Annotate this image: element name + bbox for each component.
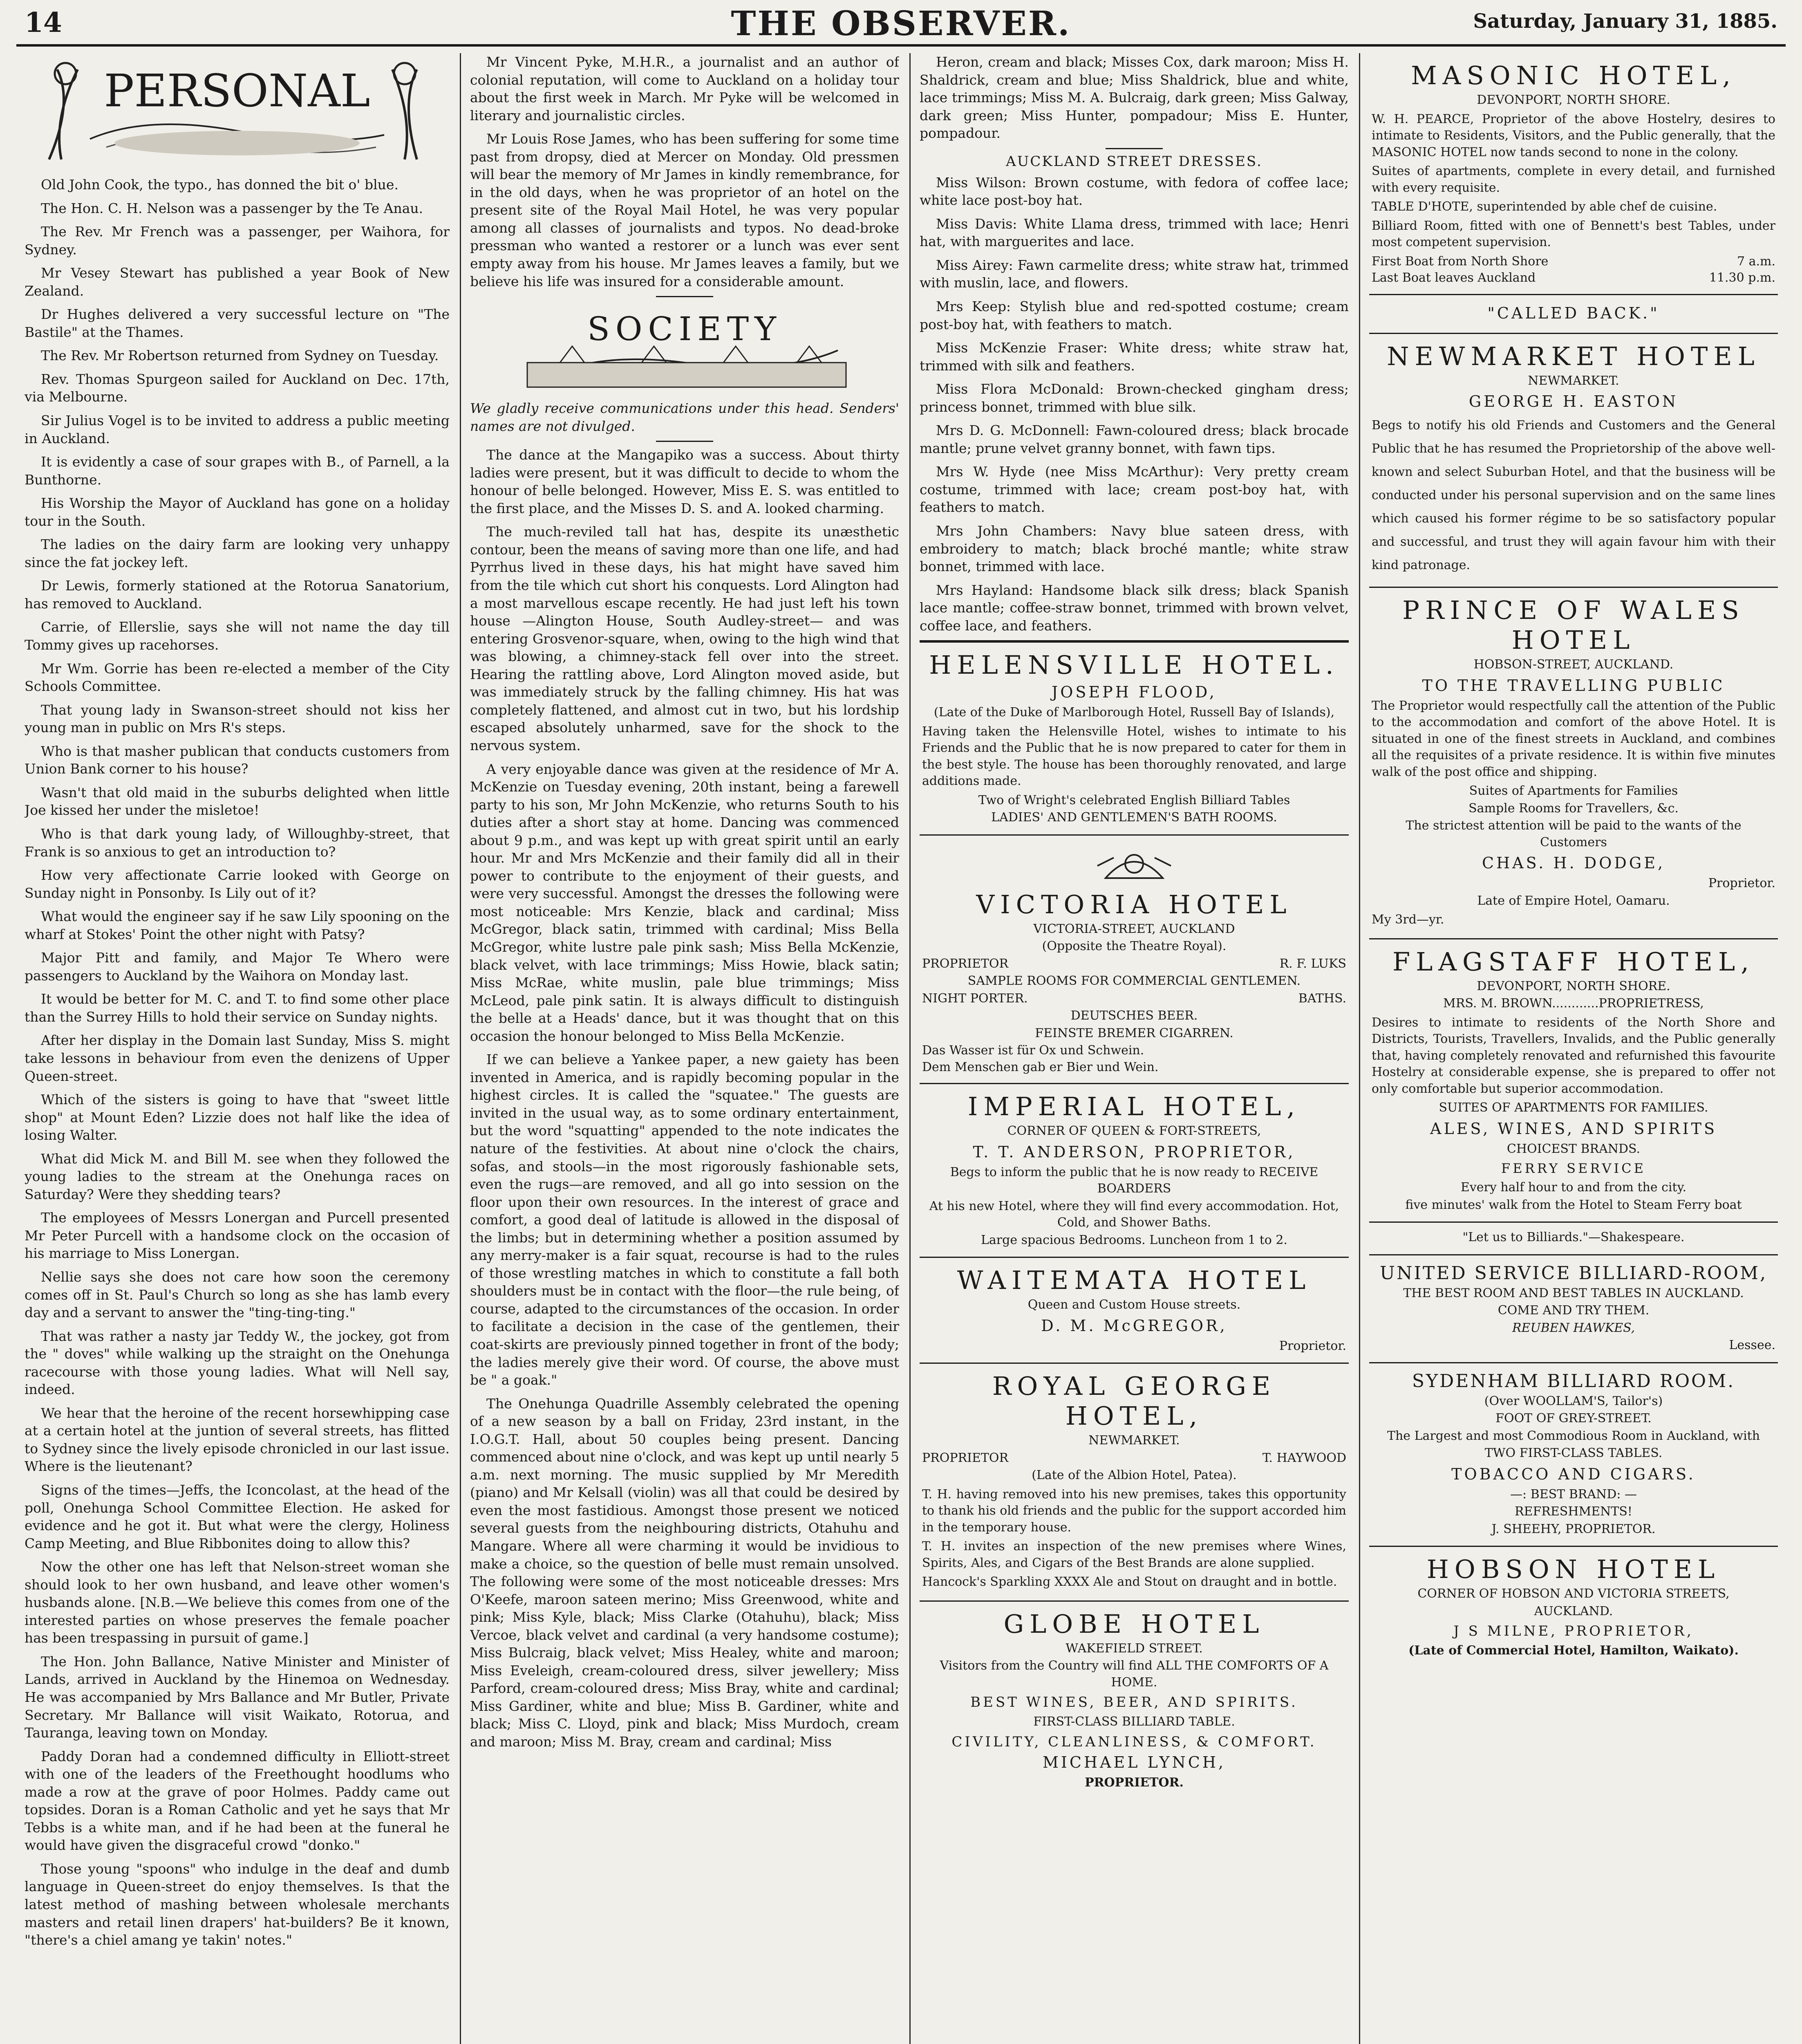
article-paragraph: Mr Vincent Pyke, M.H.R., a journalist and an author of colonial reputation, will come to Auckland on a holiday tour about the first week in March. Mr Pyke will be welcomed in literary and journalistic circles. — [470, 54, 899, 123]
section-rule — [656, 441, 713, 442]
ad-value: 7 a.m. — [1737, 254, 1775, 269]
ad-line: "CALLED BACK." — [1487, 304, 1660, 322]
section-rule — [1106, 148, 1163, 149]
ad-body: Desires to intimate to residents of the North Shore and Districts, Tourists, Travellers, Invalids, and the Public generally that, having completely renovated and refurnished this favourite Hostelry at considerable expense, she is prepared to offer not only comfortable but superior accommodation. — [1372, 1015, 1775, 1096]
ad-line: SUITES OF APARTMENTS FOR FAMILIES. — [1439, 1100, 1708, 1115]
masthead-rule — [16, 44, 1786, 47]
ad-line: TOBACCO AND CIGARS. — [1451, 1465, 1696, 1483]
ad-waitemata-hotel — [920, 1257, 1349, 1363]
column-personal — [25, 53, 450, 2044]
article-paragraph: Mrs Hayland: Handsome black silk dress; black Spanish lace mantle; coffee-straw bonnet, trimmed with brown velvet, coffee lace, and feathers. — [920, 582, 1349, 634]
section-rule — [656, 296, 713, 297]
ad-title: GLOBE HOTEL — [1003, 1609, 1265, 1639]
article-paragraph: If we can believe a Yankee paper, a new gaiety has been invented in America, and is rapidly becoming popular in the highest circles. It is called the "squatee." The guests are invited in the usual way, as to some ordinary entertainment, but the word "squatting" appended to the note indicates the nature of the festivities. At about nine o'clock the chairs, sofas, and stools—in the most rigorously fashionable sets, even the rugs—are removed, and all go into session on the floor upon their own resources. In the interest of grace and comfort, a good deal of latitude is allowed in the disposal of the limbs; but in determining whether a position assumed by any merry-maker is a fair squat, recourse is had to the rules of those wrestling matches in which to constitute a fall both shoulders must be in contact with the floor—the rule being, of course, adapted to the circumstances of the occasion. In order to facilitate a decision in the case of the gentlemen, their coat-skirts are previously pinned together in front of the body; the ladies merely give their word. Of course, the above must be " a goak." — [470, 1051, 899, 1388]
ad-line: CORNER OF QUEEN & FORT-STREETS, — [1007, 1124, 1261, 1139]
ad-line: TWO FIRST-CLASS TABLES. — [1484, 1446, 1663, 1460]
personal-items — [25, 176, 450, 1949]
personal-heading-text: PERSONAL — [104, 65, 370, 117]
ad-title: WAITEMATA HOTEL — [957, 1265, 1312, 1295]
ad-line: FIRST-CLASS BILLIARD TABLE. — [1033, 1715, 1235, 1729]
article-paragraph: The Rev. Mr French was a passenger, per Waihora, for Sydney. — [25, 224, 450, 258]
article-paragraph: Signs of the times—Jeffs, the Iconcolast, at the head of the poll, Onehunga School Committee Election. He asked for evidence and he got it. But what were the clergy, Holiness Camp Meeting, and Blue Ribbonites doing to allow this? — [25, 1482, 450, 1551]
ad-title: HOBSON HOTEL — [1426, 1554, 1721, 1584]
newspaper-title: THE OBSERVER. — [731, 4, 1071, 43]
ad-united-service-billiard — [1369, 1254, 1778, 1362]
personal-banner-illustration — [25, 53, 450, 176]
page-number: 14 — [25, 7, 62, 38]
ad-line: NEWMARKET. — [1528, 373, 1619, 388]
ad-line: Every half hour to and from the city. — [1460, 1180, 1687, 1195]
article-paragraph: It is evidently a case of sour grapes with B., of Parnell, a la Bunthorne. — [25, 454, 450, 488]
ad-body: W. H. PEARCE, Proprietor of the above Hostelry, desires to intimate to Residents, Visitors, and the Public generally, that the MASONIC HOTEL now tands second to none in the colony. — [1372, 112, 1775, 159]
ad-line: CHOICEST BRANDS. — [1507, 1141, 1641, 1156]
article-paragraph: Paddy Doran had a condemned difficulty in Elliott-street with one of the leaders of the Freethought hoodlums who made a row at the grave of poor Holmes. Paddy came out topsides. Doran is a Roman Catholic and yet he says that Mr Tebbs is a white man, and if he had been at the funeral he would have given the disgraceful crowd "donko." — [25, 1748, 450, 1853]
ad-body: Begs to notify his old Friends and Customers and the General Public that he has resumed the Proprietorship of the above well-known and select Suburban Hotel, and that the business will be conducted under his personal supervision and on the same lines which caused his former régime to be so satisfactory popular and successful, and trust they will again favour him with their kind patronage. — [1372, 418, 1775, 572]
column-divider — [1359, 53, 1360, 2044]
dresses-heading: AUCKLAND STREET DRESSES. — [1006, 153, 1263, 170]
ad-body: T. H. having removed into his new premises, takes this opportunity to thank his old friends and the public for the support accorded him in the temporary house. — [922, 1487, 1346, 1535]
ad-body: Hancock's Sparkling XXXX Ale and Stout on draught and in bottle. — [922, 1575, 1337, 1589]
society-heading-text: SOCIETY — [587, 310, 782, 348]
ad-proprietor: MRS. M. BROWN............PROPRIETRESS, — [1443, 996, 1704, 1011]
article-paragraph: His Worship the Mayor of Auckland has gone on a holiday tour in the South. — [25, 495, 450, 529]
article-paragraph: Miss Airey: Fawn carmelite dress; white straw hat, trimmed with muslin, lace, and flowers. — [920, 257, 1349, 291]
ad-line: NEWMARKET. — [1088, 1433, 1180, 1448]
article-paragraph: Dr Hughes delivered a very successful lecture on "The Bastile" at the Thames. — [25, 306, 450, 340]
ad-label: PROPRIETOR — [922, 956, 1009, 971]
article-paragraph: What did Mick M. and Bill M. see when they followed the young ladies to the stream at the Onehunga races on Saturday? Were they shedding tears? — [25, 1150, 450, 1202]
society-banner-illustration — [470, 301, 899, 399]
article-paragraph: What would the engineer say if he saw Lily spooning on the wharf at Stokes' Point the other night with Patsy? — [25, 908, 450, 942]
ad-line: Sample Rooms for Travellers, &c. — [1468, 801, 1679, 816]
article-paragraph: Miss McKenzie Fraser: White dress; white straw hat, trimmed with silk and feathers. — [920, 340, 1349, 374]
ad-line: Queen and Custom House streets. — [1027, 1298, 1241, 1312]
ad-line: PROPRIETOR. — [1085, 1775, 1184, 1790]
article-paragraph: The much-reviled tall hat has, despite its unæsthetic contour, been the means of saving more than one life, and had Pyrrhus lived in these days, his hat might have saved him from the tile which cut short his conquests. Lord Alington had a most marvellous escape recently. He had just left his town house —Alington House, South Audley-street— and was entering Grosvenor-square, when, owing to the high wind that was blowing, a chimney-stack fell over into the street. Hearing the rattling above, Lord Alington moved aside, but was immediately struck by the falling chimney. His hat was completely flattened, and almost cut in two, but his lordship escaped absolutely unharmed, save for the shock to the nervous system. — [470, 524, 899, 753]
ad-line: (Late of the Duke of Marlborough Hotel, Russell Bay of Islands), — [933, 705, 1335, 720]
article-paragraph: Old John Cook, the typo., has donned the bit o' blue. — [41, 177, 398, 193]
ad-line: Suites of Apartments for Families — [1469, 784, 1678, 798]
column-divider — [909, 53, 911, 2044]
ad-body: Having taken the Helensville Hotel, wishes to intimate to his Friends and the Public that he is now prepared to cater for them in the best style. The house has been thoroughly renovated, and large additions made. — [922, 724, 1346, 789]
ad-prince-of-wales-hotel — [1369, 587, 1778, 938]
article-paragraph: How very affectionate Carrie looked with George on Sunday night in Ponsonby. Is Lily out of it? — [25, 867, 450, 901]
ad-value: 11.30 p.m. — [1709, 271, 1775, 285]
article-paragraph: That was rather a nasty jar Teddy W., the jockey, got from the " doves" while walking up the straight on the Onehunga racecourse with those young ladies. What will Nell say, indeed. — [25, 1328, 450, 1398]
ad-line: Lessee. — [1729, 1338, 1775, 1352]
ad-line: My 3rd—yr. — [1372, 912, 1444, 927]
ad-line: Dem Menschen gab er Bier und Wein. — [922, 1060, 1159, 1074]
ad-proprietor: J. SHEEHY, PROPRIETOR. — [1491, 1522, 1656, 1536]
article-paragraph: A very enjoyable dance was given at the residence of Mr A. McKenzie on Tuesday evening, 20th instant, being a farewell party to his son, Mr John McKenzie, who returns South to his duties after a short stay at home. Dancing was commenced about 9 p.m., and was kept up with great spirit until an early hour. Mr and Mrs McKenzie and their family did all in their power to contribute to the enjoyment of their guests, and were very successful. Amongst the dresses the following were most noticeable: Mrs Kenzie, black and cardinal; Miss McGregor, black satin, trimmed with cardinal; Miss Bella McGregor, white lustre pale pink sash; Miss Bella McKenzie, black velvet, with lace trimmings; Miss Howie, black satin; Miss McRae, white muslin, pale blue trimmings; Miss McLeod, pale pink satin. It is always difficult to distinguish the belle at a Heads' dance, but it was thought that on this occasion the honour belonged to Miss Bella McKenzie. — [470, 761, 899, 1044]
ad-line: five minutes' walk from the Hotel to Steam Ferry boat — [1405, 1197, 1742, 1212]
ad-victoria-hotel — [920, 834, 1349, 1083]
ad-line: Proprietor. — [1279, 1338, 1346, 1353]
ad-line: HOBSON-STREET, AUCKLAND. — [1473, 657, 1674, 672]
article-paragraph: Which of the sisters is going to have that "sweet little shop" at Mount Eden? Lizzie does not half like the idea of losing Walter. — [25, 1091, 450, 1143]
ad-line: CIVILITY, CLEANLINESS, & COMFORT. — [951, 1733, 1317, 1750]
ad-line: (Late of Commercial Hotel, Hamilton, Waikato). — [1408, 1643, 1739, 1658]
ad-proprietor: J S MILNE, PROPRIETOR, — [1453, 1623, 1694, 1639]
ad-label: First Boat from North Shore — [1372, 254, 1549, 269]
article-paragraph: Now the other one has left that Nelson-street woman she should look to her own husband, and leave other women's husbands alone. [N.B.—We believe this comes from one of the interested parties on whose preserves the female poacher has been trespassing in pursuit of game.] — [25, 1559, 450, 1646]
ad-body: TABLE D'HOTE, superintended by able chef de cuisine. — [1372, 199, 1717, 214]
article-paragraph: Nellie says she does not care how soon the ceremony comes off in St. Paul's Church so long as she has lamb every day and a servant to answer the "ting-ting-ting." — [25, 1269, 450, 1321]
ad-line: At his new Hotel, where they will find every accommodation. Hot, Cold, and Shower Baths. — [929, 1199, 1339, 1230]
ad-line: AUCKLAND. — [1534, 1604, 1613, 1618]
ad-helensville-hotel — [920, 640, 1349, 834]
ad-imperial-hotel — [920, 1083, 1349, 1257]
article-paragraph: Heron, cream and black; Misses Cox, dark maroon; Miss H. Shaldrick, cream and blue; Miss Shaldrick, blue and white, lace trimmings; Miss M. A. Bulcraig, dark green; Miss Galway, dark green; Miss Hunter, pompadour; Miss E. Hunter, pompadour. — [920, 54, 1349, 141]
crest-icon — [922, 841, 1346, 888]
column-divider — [460, 53, 461, 2044]
ad-line: Das Wasser ist für Ox und Schwein. — [922, 1043, 1144, 1058]
ad-newmarket-hotel — [1369, 333, 1778, 587]
ad-line: WAKEFIELD STREET. — [1066, 1641, 1203, 1656]
ad-title: ROYAL GEORGE HOTEL, — [992, 1371, 1276, 1431]
ad-line: ALES, WINES, AND SPIRITS — [1430, 1119, 1717, 1138]
ad-title: UNITED SERVICE BILLIARD-ROOM, — [1379, 1262, 1768, 1284]
ad-globe-hotel — [920, 1600, 1349, 1800]
ad-line: (Over WOOLLAM'S, Tailor's) — [1484, 1394, 1663, 1408]
ad-row — [922, 991, 1346, 1007]
article-paragraph: Mrs Keep: Stylish blue and red-spotted costume; cream post-boy hat, with feathers to match. — [920, 298, 1349, 332]
ad-line: COME AND TRY THEM. — [1498, 1303, 1650, 1318]
ad-proprietor-row — [922, 1450, 1346, 1467]
ad-title: HELENSVILLE HOTEL. — [929, 650, 1339, 680]
personal-heading — [25, 53, 450, 176]
ad-line: TO THE TRAVELLING PUBLIC — [1422, 676, 1725, 695]
society-items — [470, 446, 899, 1750]
article-paragraph: It would be better for M. C. and T. to find some other place than the Surrey Hills to hold their service on Sunday nights. — [25, 991, 450, 1025]
ad-line: FOOT OF GREY-STREET. — [1495, 1411, 1652, 1425]
ad-called-back — [1369, 294, 1778, 333]
ad-line: —: BEST BRAND: — — [1510, 1487, 1637, 1502]
article-paragraph: Those young "spoons" who indulge in the deaf and dumb language in Queen-street do enjoy themselves. Is that the latest method of mashing between wholesale merchants masters and retail linen drapers' hat-builders? Be it known, "there's a chiel amang ye takin' notes." — [25, 1860, 450, 1948]
article-paragraph: The Rev. Mr Robertson returned from Sydney on Tuesday. — [41, 347, 439, 364]
article-paragraph: The employees of Messrs Lonergan and Purcell presented Mr Peter Purcell with a handsome clock on the occasion of his marriage to Miss Lonergan. — [25, 1210, 450, 1262]
article-paragraph: Mrs John Chambers: Navy blue sateen dress, with embroidery to match; black broché mantle; white straw bonnet, trimmed with lace. — [920, 523, 1349, 575]
ad-line: (Late of the Albion Hotel, Patea). — [1032, 1468, 1237, 1483]
ad-label: BATHS. — [1298, 991, 1346, 1006]
ad-proprietor: T. T. ANDERSON, PROPRIETOR, — [973, 1143, 1296, 1161]
ad-proprietor-row — [922, 956, 1346, 973]
ad-proprietor: REUBEN HAWKES, — [1512, 1320, 1635, 1335]
ad-label: NIGHT PORTER. — [922, 991, 1028, 1006]
ad-proprietor: D. M. McGREGOR, — [1041, 1316, 1227, 1335]
article-paragraph: After her display in the Domain last Sunday, Miss S. might take lessons in behaviour from even the denizens of Upper Queen-street. — [25, 1032, 450, 1084]
ad-line: DEVONPORT, NORTH SHORE. — [1477, 93, 1670, 107]
article-paragraph: The Hon. C. H. Nelson was a passenger by the Te Anau. — [41, 200, 423, 216]
ad-title: FLAGSTAFF HOTEL, — [1392, 946, 1755, 977]
ad-line: LADIES' AND GENTLEMEN'S BATH ROOMS. — [991, 810, 1277, 825]
ad-title: NEWMARKET HOTEL — [1387, 341, 1760, 371]
ad-billiards-quote — [1369, 1221, 1778, 1254]
ad-proprietor: T. HAYWOOD — [1262, 1450, 1346, 1465]
article-paragraph: Dr Lewis, formerly stationed at the Rotorua Sanatorium, has removed to Auckland. — [25, 578, 450, 612]
ad-line: Two of Wright's celebrated English Billiard Tables — [978, 793, 1290, 807]
ad-title: VICTORIA HOTEL — [976, 889, 1292, 919]
article-paragraph: Mrs W. Hyde (nee Miss McArthur): Very pretty cream costume, trimmed with lace; cream post-boy hat, with feathers to match. — [920, 464, 1349, 515]
ad-body: Suites of apartments, complete in every detail, and furnished with every requisite. — [1372, 164, 1775, 195]
ad-title: PRINCE OF WALES HOTEL — [1402, 595, 1745, 655]
article-paragraph: Mr Vesey Stewart has published a year Book of New Zealand. — [25, 265, 450, 299]
society-heading — [470, 301, 899, 399]
column2-top-items — [470, 53, 899, 290]
ad-label: PROPRIETOR — [922, 1450, 1009, 1465]
ad-line: "Let us to Billiards."—Shakespeare. — [1462, 1230, 1685, 1244]
ad-proprietor: R. F. LUKS — [1279, 956, 1346, 971]
column3-top-items — [920, 53, 1349, 142]
column-dresses-ads — [920, 53, 1349, 2044]
ad-title: MASONIC HOTEL, — [1411, 61, 1736, 90]
ad-line: VICTORIA-STREET, AUCKLAND — [1033, 921, 1235, 936]
ad-royal-george-hotel — [920, 1363, 1349, 1600]
article-paragraph: Who is that dark young lady, of Willoughby-street, that Frank is so anxious to get an introduction to? — [25, 825, 450, 860]
ad-label: Last Boat leaves Auckland — [1372, 271, 1536, 285]
ad-line: THE BEST ROOM AND BEST TABLES IN AUCKLAND. — [1403, 1286, 1744, 1300]
ad-line: The strictest attention will be paid to the wants of the Customers — [1406, 818, 1742, 849]
issue-date: Saturday, January 31, 1885. — [1473, 10, 1777, 33]
ad-proprietor: MICHAEL LYNCH, — [1042, 1753, 1226, 1771]
ad-row — [1372, 270, 1775, 287]
ad-proprietor: GEORGE H. EASTON — [1468, 392, 1679, 410]
ad-line: Begs to inform the public that he is now ready to RECEIVE BOARDERS — [950, 1165, 1318, 1196]
article-paragraph: We hear that the heroine of the recent horsewhipping case at a certain hotel at the juntion of several streets, has flitted to Sydney since the lively episode chronicled in our last issue. Where is the lieutenant? — [25, 1405, 450, 1475]
dresses-items — [920, 174, 1349, 635]
ad-line: CORNER OF HOBSON AND VICTORIA STREETS, — [1417, 1587, 1730, 1601]
article-paragraph: Rev. Thomas Spurgeon sailed for Auckland on Dec. 17th, via Melbourne. — [25, 371, 450, 405]
article-paragraph: Mr Wm. Gorrie has been re-elected a member of the City Schools Committee. — [25, 660, 450, 695]
ad-line: FEINSTE BREMER CIGARREN. — [1035, 1026, 1233, 1040]
ad-body: T. H. invites an inspection of the new premises where Wines, Spirits, Ales, and Cigars of the Best Brands are alone supplied. — [922, 1539, 1346, 1570]
article-paragraph: Major Pitt and family, and Major Te Whero were passengers to Auckland by the Waihora on Monday last. — [25, 950, 450, 984]
ad-proprietor: CHAS. H. DODGE, — [1482, 854, 1665, 872]
article-paragraph: Miss Flora McDonald: Brown-checked gingham dress; princess bonnet, trimmed with blue silk. — [920, 381, 1349, 415]
ad-proprietor: JOSEPH FLOOD, — [1051, 683, 1217, 702]
ad-line: FERRY SERVICE — [1501, 1161, 1646, 1176]
article-paragraph: Mr Louis Rose James, who has been suffering for some time past from dropsy, died at Mercer on Monday. Old pressmen will bear the memory of Mr James in kindly remembrance, for in the old days, when he was proprietor of an hotel on the present site of the Royal Mail Hotel, he was very popular among all classes of journalists and typos. No dead-broke pressman who wanted a restorer or a lunch was ever sent empty away from his house. Mr James leaves a family, but we believe his life was insured for a considerable amount. — [470, 131, 899, 289]
article-paragraph: The Onehunga Quadrille Assembly celebrated the opening of a new season by a ball on Friday, 23rd instant, in the I.O.G.T. Hall, about 50 couples being present. Dancing commenced about nine o'clock, and was kept up until nearly 5 a.m. next morning. The music supplied by Mr Meredith (piano) and Mr Kelsall (violin) was all that could be desired by even the most fastidious. Amongst those present we noticed several guests from the neighbouring districts, Otahuhu and Mangare. Where all were charming it would be invidious to make a choice, so the question of belle must remain unsolved. The following were some of the most noticeable dresses: Mrs O'Keefe, maroon sateen merino; Miss Greenwood, white and pink; Miss Kyle, black; Miss Clarke (Otahuhu), black; Miss Vercoe, black velvet and cardinal (a very handsome costume); Miss Bulcraig, black velvet; Miss Healey, white and maroon; Miss Eveleigh, cream-coloured dress, silver jewellery; Miss Parford, cream-coloured dress; Miss Bray, white and cardinal; Miss Gardiner, white and blue; Miss B. Gardiner, white and black; Miss C. Lloyd, pink and black; Miss Murdoch, cream and maroon; Miss M. Bray, cream and cardinal; Miss — [470, 1395, 899, 1750]
ad-body: The Proprietor would respectfully call the attention of the Public to the accommodation and comfort of the above Hotel. It is situated in one of the finest streets in Auckland, and combines all the requisites of a private residence. It is within five minutes walk of the post office and shipping. — [1372, 698, 1775, 779]
ad-hobson-hotel — [1369, 1546, 1778, 1667]
article-paragraph: Sir Julius Vogel is to be invited to address a public meeting in Auckland. — [25, 412, 450, 446]
ad-line: The Largest and most Commodious Room in Auckland, with — [1387, 1428, 1760, 1443]
column-ads — [1369, 53, 1778, 2044]
article-paragraph: Miss Wilson: Brown costume, with fedora of coffee lace; white lace post-boy hat. — [920, 174, 1349, 208]
column-society — [470, 53, 899, 2044]
ad-masonic-hotel — [1369, 53, 1778, 294]
ad-line: REFRESHMENTS! — [1515, 1504, 1632, 1519]
article-paragraph: The Hon. John Ballance, Native Minister and Minister of Lands, arrived in Auckland by the Hinemoa on Wednesday. He was accompanied by Mrs Ballance and Mr Butler, Private Secretary. Mr Ballance will visit Waikato, Rotorua, and Tauranga, leaving town on Monday. — [25, 1653, 450, 1741]
ad-title: IMPERIAL HOTEL, — [967, 1091, 1301, 1122]
ad-body: Billiard Room, fitted with one of Bennett's best Tables, under most competent supervision. — [1372, 218, 1775, 249]
ad-line: Late of Empire Hotel, Oamaru. — [1477, 893, 1670, 908]
article-paragraph: The ladies on the dairy farm are looking very unhappy since the fat jockey left. — [25, 536, 450, 570]
ad-title: SYDENHAM BILLIARD ROOM. — [1412, 1370, 1735, 1392]
ad-line: SAMPLE ROOMS FOR COMMERCIAL GENTLEMEN. — [967, 974, 1301, 988]
ad-line: DEVONPORT, NORTH SHORE. — [1477, 979, 1670, 993]
article-paragraph: Who is that masher publican that conducts customers from Union Bank corner to his house? — [25, 743, 450, 777]
ad-line: BEST WINES, BEER, AND SPIRITS. — [970, 1694, 1298, 1711]
article-paragraph: The dance at the Mangapiko was a success. About thirty ladies were present, but it was difficult to decide to whom the honour of belle belonged. However, Miss E. S. was entitled to the first place, and the Misses D. S. and A. looked charming. — [470, 447, 899, 516]
ad-line: Visitors from the Country will find ALL THE COMFORTS OF A HOME. — [940, 1659, 1329, 1690]
article-paragraph: Mrs D. G. McDonnell: Fawn-coloured dress; black brocade mantle; prune velvet granny bonnet, with fawn tips. — [920, 422, 1349, 456]
article-paragraph: Carrie, of Ellerslie, says she will not name the day till Tommy gives up racehorses. — [25, 619, 450, 653]
masthead — [16, 4, 1786, 41]
ad-line: DEUTSCHES BEER. — [1070, 1009, 1198, 1023]
ad-line: Large spacious Bedrooms. Luncheon from 1 to 2. — [981, 1233, 1287, 1247]
article-paragraph: Miss Davis: White Llama dress, trimmed with lace; Henri hat, with marguerites and lace. — [920, 215, 1349, 250]
article-paragraph: That young lady in Swanson-street should not kiss her young man in public on Mrs R's steps. — [25, 702, 450, 736]
ad-flagstaff-hotel — [1369, 938, 1778, 1222]
ad-line: Proprietor. — [1708, 876, 1775, 890]
ad-sydenham-billiard — [1369, 1362, 1778, 1546]
article-paragraph: Wasn't that old maid in the suburbs delighted when little Joe kissed her under the misletoe! — [25, 784, 450, 818]
society-note: We gladly receive communications under this head. Senders' names are not divulged. — [470, 400, 899, 434]
ad-row — [1372, 253, 1775, 270]
ad-line: (Opposite the Theatre Royal). — [1042, 939, 1227, 954]
